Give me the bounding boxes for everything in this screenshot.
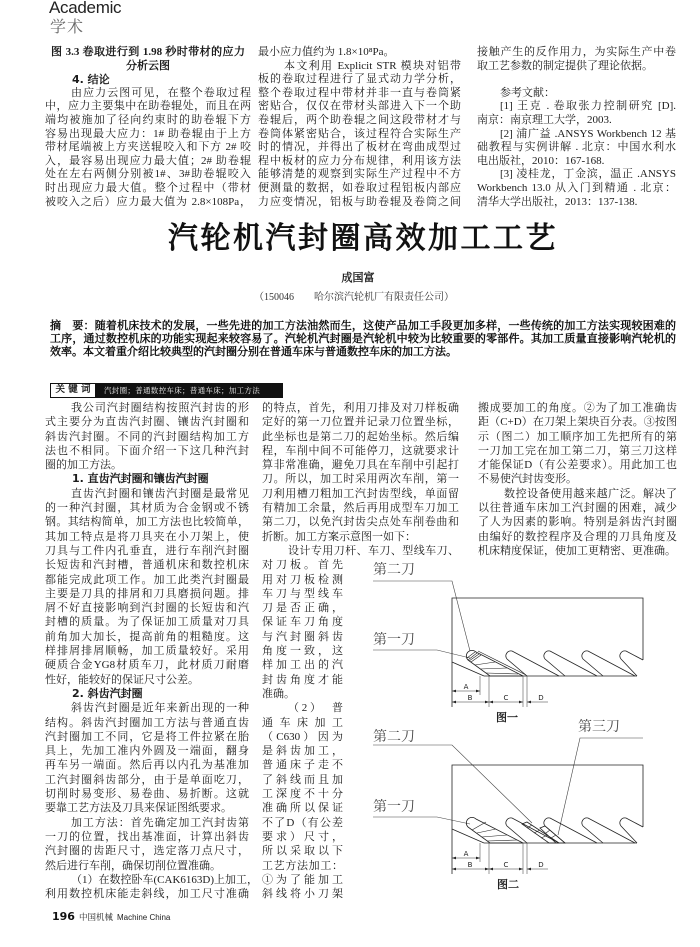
dimension-label-c: C: [503, 694, 509, 702]
previous-article-column-2: [258, 46, 461, 209]
text-line: 性好，能较好的保证尺寸公差。: [45, 673, 199, 686]
heading: [45, 472, 249, 486]
text-line: 程，车削中间不可能停刀，这就要求计: [262, 444, 459, 457]
text-line: 了斜线而且加: [262, 773, 343, 786]
text-line: 普通床子走不: [262, 759, 343, 772]
paragraph-continued: [478, 401, 677, 487]
text-line: 处在左右两侧分别被1#、3#助卷辊咬入: [45, 168, 251, 181]
text-line: 清华大学出版社，2013：137-138.: [477, 195, 638, 208]
text-line: 封槽的质量。为了保证加工质量对刀具: [45, 616, 249, 629]
caption: [45, 46, 251, 73]
journal-name-chinese: 中国机械: [78, 913, 113, 923]
text-line: 刀是否正确，: [262, 602, 343, 615]
dimensions: [452, 843, 548, 874]
figure-1: [373, 562, 643, 724]
tooth: [506, 818, 559, 843]
text-line: 由编好的数控程序及合理的刀具角度及: [478, 530, 677, 543]
text-line: Workbench 13.0 从入门到精通 . 北京：: [477, 181, 676, 194]
text-line: （C630）因为: [262, 730, 343, 743]
dimension-label-d: D: [538, 694, 544, 702]
text-line: 前角加大加长，提高前角的粗糙度。这: [45, 630, 249, 643]
dimension-label-b: B: [467, 694, 473, 702]
article-author: 成国富: [341, 271, 375, 284]
text-line: 有精加工余量，然后再用成型车刀加工: [262, 502, 459, 515]
heading: [45, 687, 249, 701]
text-line: 切削时易变形、易卷曲、易折断。这就: [45, 788, 249, 801]
text-line: 法也不相同。下面介绍一下这几种汽封: [45, 444, 249, 457]
paragraph-continued: [262, 401, 459, 544]
dimensions: [452, 676, 548, 707]
text-line: 最小应力值约为 1.8×10⁸Pa。: [258, 46, 395, 58]
text-line: （2） 普: [288, 702, 343, 715]
text-line: 础教程与实例讲解 . 北京：中国水利水: [477, 141, 676, 154]
text-line: [1] 王克 . 卷取张力控制研究 [D].: [500, 100, 676, 113]
text-line: 距（C+D）在刀架上架块百分表。③按图: [478, 416, 677, 429]
text-line: 了人为因素的影响。特别是斜齿汽封圈: [478, 516, 677, 529]
text-line: 的特点，首先，利用刀排及对刀样板确: [262, 402, 459, 414]
paragraph: [45, 401, 249, 472]
text-line: 是斜齿加工，: [262, 745, 343, 758]
abstract-label: 摘 要：: [50, 318, 95, 332]
figure-2-caption: 图二: [497, 878, 519, 891]
text-line: 的一种汽封圈，其材质为合金钢或不锈: [45, 502, 249, 515]
text-line: 所以采取以下: [262, 845, 343, 858]
text-line: 数控设备使用越来越广泛。解决了: [504, 487, 677, 500]
dimension-label-c: C: [503, 861, 509, 869]
paragraph: [45, 701, 249, 815]
paragraph: [45, 873, 258, 902]
second-cut-label: 第二刀: [373, 562, 415, 578]
references-title: [477, 87, 676, 101]
text-line: 再车另一端面。然后再以内孔为基准加: [45, 759, 249, 772]
text-line: 一刀加工完在加工第二刀，第三刀这样: [478, 444, 677, 457]
text-line: 图 3.3 卷取进行到 1.98 秒时带材的应力: [51, 46, 245, 58]
second-cut-label: 第二刀: [373, 729, 415, 745]
first-cut-leader: [373, 817, 470, 824]
text-line: 便测量的数据，如卷取过程铝板内部应: [258, 181, 461, 194]
text-line: 程中板材的应力分布规律，利用该方法: [258, 154, 461, 167]
abstract-line: [50, 319, 676, 332]
abstract-text: 随着机床技术的发展，一些先进的加工方法油然而生，这使产品加工手段更加多样，一些传统的加工方法实现较困难的: [94, 318, 677, 332]
reference: [477, 128, 676, 169]
text-line: 带材尾端被上方夹送辊咬入和下方 2# 咬: [45, 141, 251, 154]
abstract: [50, 319, 676, 358]
paragraph: [45, 87, 251, 209]
body-column-1: [45, 401, 258, 901]
text-line: ①为了能加工: [262, 873, 343, 886]
paragraph-continued: [477, 46, 676, 73]
abstract-line: 效率。本文着重介绍比较典型的汽封圈分别在普通车床与普通数控车床的加工方法。: [50, 344, 457, 358]
text-line: [3] 凌桂龙，丁金滨，温正 .ANSYS: [500, 168, 676, 181]
text-line: 本文利用 Explicit STR 模块对铝带: [284, 59, 461, 72]
text-line: 都能完成此项工作。加工此类汽封圈最: [45, 573, 249, 586]
text-line: 时的情况，并得出了板材在弯曲成型过: [258, 141, 461, 154]
text-line: 斜齿汽封圈。不同的汽封圈结构加工方: [45, 430, 249, 443]
text-line: 准确。: [262, 687, 295, 700]
page-number: 196: [52, 910, 75, 923]
paragraph-continued: [262, 558, 343, 701]
article-title: 汽轮机汽封圈高效加工工艺: [168, 221, 558, 256]
journal-name-english: Machine China: [116, 913, 171, 922]
text-line: 要求）尺寸，: [262, 830, 343, 843]
text-line: 设计专用刀杆、车刀、型线车刀、: [288, 544, 459, 557]
text-line: 刀。所以，加工时采用两次车削，第一: [262, 473, 459, 486]
text-line: 机床精度保证，使加工更精密、更准确。: [478, 544, 676, 557]
figure-2: [373, 719, 643, 891]
dimension-label-d: D: [538, 861, 544, 869]
cut-hatch: [466, 817, 565, 843]
text-line: 硬质合金YG8材质车刀，此材质刀耐磨: [45, 659, 249, 672]
text-line: 算非常准确，避免刀具在车削中引起打: [262, 459, 459, 472]
text-line: 1. 直齿汽封圈和镶齿汽封圈: [72, 472, 209, 486]
text-line: 刀具与工件内孔垂直，进行车削汽封圈: [45, 544, 249, 557]
text-line: 不易使汽封齿变形。: [478, 473, 577, 486]
machining-figures: [355, 550, 675, 900]
tooth: [506, 651, 559, 676]
first-cut-leader: [373, 650, 470, 658]
paragraph: [45, 487, 249, 687]
text-line: 具上，先加工准内外圆及一端面，翻身: [45, 745, 249, 758]
text-line: 加工方法：首先确定加工汽封齿第: [71, 816, 249, 829]
text-line: 式主要分为直齿汽封圈、镶齿汽封圈和: [45, 416, 249, 429]
paragraph: [262, 701, 343, 901]
dimension-label-b: B: [467, 861, 473, 869]
text-line: 2. 斜齿汽封圈: [72, 686, 143, 700]
body-column-2-upper: [262, 401, 459, 558]
text-line: 工艺方法加工：: [262, 859, 343, 872]
text-line: 汽封圈的齿距尺寸，选定落刀点尺寸，: [45, 845, 249, 858]
text-line: 能够清楚的观察到实际生产过程中不方: [258, 168, 461, 181]
tooth: [620, 818, 643, 843]
text-line: 对刀板。首先: [262, 559, 343, 572]
text-line: 密贴合，仅仅在带材头部进入下一个助: [258, 100, 461, 113]
text-line: 由应力云图可见，在整个卷取过程: [71, 86, 251, 99]
text-line: 卷辊后，两个助卷辊之间这段带材才与: [258, 113, 461, 126]
author-affiliation: （150046 哈尔滨汽轮机厂有限责任公司）: [254, 292, 454, 303]
section-header-english: Academic: [49, 0, 122, 17]
text-line: 我公司汽封圈结构按照汽封齿的形: [71, 402, 249, 414]
text-line: 圈的加工方法。: [45, 459, 122, 472]
dimension-label-a: A: [463, 683, 469, 691]
text-line: 力应变情况，铝板与助卷辊及卷筒之间: [258, 195, 461, 208]
text-line: 结构。斜齿汽封圈加工方法与普通直齿: [45, 716, 249, 729]
text-line: 与汽封圈斜齿: [262, 630, 343, 643]
text-line: 要靠工艺方法及刀具来保证图纸要求。: [45, 802, 232, 815]
text-line: 钢。其结构简单，加工方法也比较简单，: [45, 516, 249, 529]
text-line: 通车床加工: [262, 716, 343, 729]
previous-article-column-1: [45, 46, 251, 209]
text-line: 容易出现最大应力：1# 助卷辊由于上方: [45, 127, 251, 140]
text-line: 斜线将小刀架: [262, 888, 343, 901]
text-line: 用对刀板检测: [262, 573, 343, 586]
third-cut-label: 第三刀: [578, 719, 620, 735]
text-line: 然后进行车削，确保切削位置准确。: [45, 859, 221, 872]
text-line: 才能保证D（有公差要求）。用此加工也: [478, 459, 677, 472]
text-line: 刀利用槽刀粗加工汽封齿型线，单面留: [262, 487, 459, 500]
text-line: 此坐标也是第二刀的起始坐标。然后编: [262, 430, 459, 443]
text-line: 卷筒体紧密贴合，该过程符合实际生产: [258, 127, 461, 140]
text-line: 入，最容易出现应力最大值；2# 助卷辊: [45, 154, 251, 167]
text-line: 其加工特点是将刀具夹在小刀架上，使: [45, 530, 249, 543]
first-cut-label: 第一刀: [373, 632, 415, 648]
heading: [45, 73, 251, 87]
keywords-label: 关 键 词: [50, 383, 96, 398]
text-line: 直齿汽封圈和镶齿汽封圈是最常见: [71, 487, 249, 500]
reference: [477, 168, 676, 209]
first-cut-label: 第一刀: [373, 799, 415, 815]
text-line: 折断。加工方案示意图一如下：: [262, 530, 416, 543]
tooth: [620, 651, 643, 676]
text-line: 被咬入之后）应力最大值为 2.8×108Pa，: [45, 195, 251, 208]
abstract-line: 工序，通过数控机床的功能实现起来较容易了。汽轮机汽封圈是汽轮机中较为比较重要的零部件。其加工质量直接影响汽轮机的: [50, 331, 676, 345]
dimension-label-a: A: [463, 850, 469, 858]
text-line: 时出现应力最大值。整个过程中（带材: [45, 181, 251, 194]
text-line: 端均被施加了径向约束时的助卷辊下方: [45, 113, 251, 126]
text-line: 斜齿汽封圈是近年来新出现的一种: [71, 702, 249, 715]
text-line: 第二刀，以免汽封齿尖点处车削卷曲和: [262, 516, 459, 529]
text-line: 车刀与型线车: [262, 587, 343, 600]
paragraph: [45, 816, 249, 873]
text-line: 取工艺参数的制定提供了理论依据。: [477, 59, 653, 72]
text-line: 工深度不十分: [262, 788, 343, 801]
text-line: 不了D（有公差: [262, 816, 343, 829]
text-line: 以往普通车床加工汽封圈的困难，减少: [478, 502, 677, 515]
text-line: 4. 结论: [72, 73, 110, 87]
text-line: 准确所以保证: [262, 802, 343, 815]
text-line: 搬成要加工的角度。②为了加工准确齿: [478, 402, 677, 414]
previous-article-column-3: [477, 46, 676, 209]
reference: [477, 100, 676, 127]
text-line: 样加工出的汽: [262, 659, 343, 672]
text-line: 分析云图: [126, 59, 170, 72]
text-line: 电出版社，2010：167-168.: [477, 154, 605, 167]
page-footer: [52, 907, 170, 925]
body-column-2-beside-figure: [262, 558, 343, 901]
text-line: 定好的第一刀位置并记录刀位置坐标，: [262, 416, 459, 429]
text-line: 示（图二）加工顺序加工先把所有的第: [478, 430, 677, 443]
figure-1-caption: 图一: [496, 711, 518, 724]
text-line: 南京：南京理工大学，2003.: [477, 113, 612, 126]
text-line: 屑不好直接影响到汽封圈的长短齿和汽: [45, 602, 249, 615]
text-line: 主要是刀具的排屑和刀具磨损问题。排: [45, 587, 249, 600]
text-line: 中，应力主要集中在助卷辊处，而且在两: [45, 100, 251, 113]
paragraph: [478, 487, 677, 558]
text-line: 工汽封圈斜齿部分，由于是单面吃刀，: [45, 773, 249, 786]
text-line: [2] 浦广益 .ANSYS Workbench 12 基: [500, 127, 676, 140]
text-line: 利用数控机床能走斜线，加工尺寸准确: [45, 888, 249, 901]
paragraph-continued: [258, 46, 461, 60]
text-line: 板的卷取过程进行了显式动力学分析，: [258, 73, 461, 86]
text-line: 保证车刀角度: [262, 616, 343, 629]
keywords-bar: [50, 383, 283, 398]
text-line: 汽封圈加工不同，它是将工件拉紧在胎: [45, 730, 249, 743]
body-column-3: [478, 401, 677, 558]
text-line: 长短齿和汽封槽，普通机床和数控机床: [45, 559, 249, 572]
keywords-value: 汽封圈；普通数控车床；普通车床；加工方法: [104, 386, 260, 395]
text-line: （1）在数控卧车(CAK6163D)上加工，: [71, 873, 258, 886]
text-line: 整个卷取过程中带材并非一直与卷筒紧: [258, 86, 461, 99]
paragraph: [258, 60, 461, 210]
text-line: 角度一致，这: [262, 645, 343, 658]
text-line: 接触产生的反作用力，为实际生产中卷: [477, 46, 676, 58]
text-line: 样排屑排屑顺畅，加工质量较好。采用: [45, 645, 249, 658]
section-header-chinese: 学术: [50, 17, 85, 36]
text-line: 一刀的位置，找出基准面，计算出斜齿: [45, 830, 249, 843]
workpiece-profile: [452, 765, 643, 874]
text-line: 封齿角度才能: [262, 673, 343, 686]
text-line: 参考文献：: [500, 86, 555, 99]
